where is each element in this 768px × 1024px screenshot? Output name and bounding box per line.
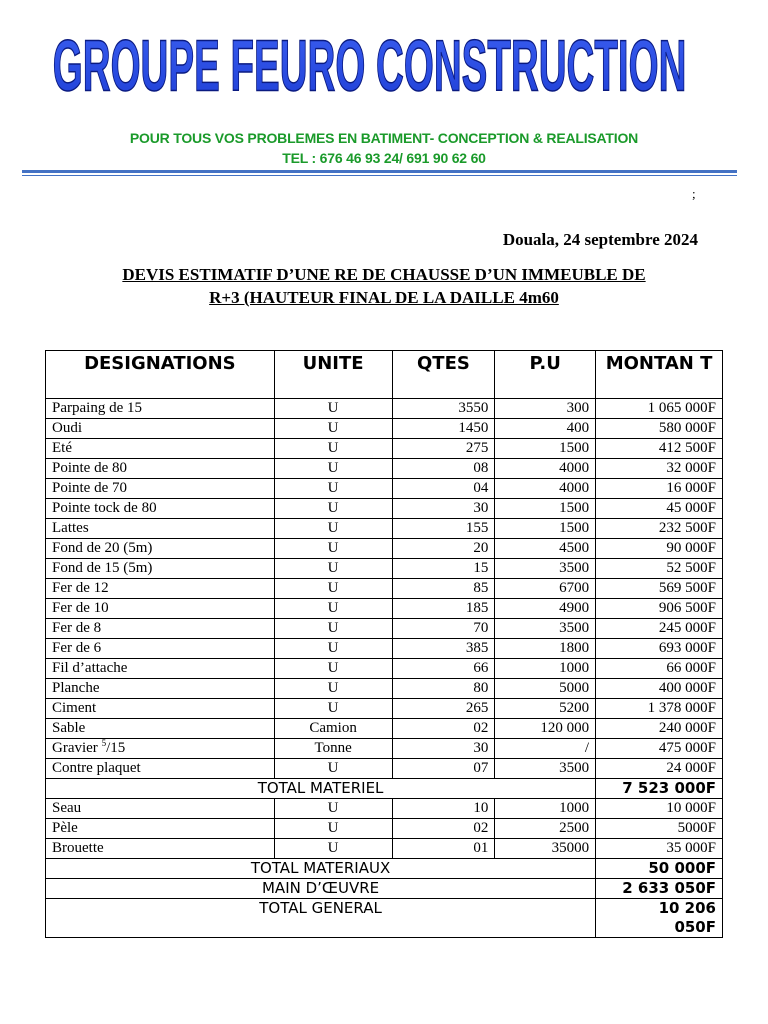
total-materiaux-row bbox=[46, 859, 723, 879]
table-row bbox=[46, 439, 723, 459]
designation-cell: Planche bbox=[46, 679, 275, 699]
unit-cell: U bbox=[274, 659, 392, 679]
unit-cell: U bbox=[274, 439, 392, 459]
phone-line: TEL : 676 46 93 24/ 691 90 62 60 bbox=[282, 150, 486, 166]
pu-cell: 400 bbox=[495, 419, 596, 439]
pu-cell: 3500 bbox=[495, 619, 596, 639]
header-divider-thin bbox=[22, 175, 737, 176]
table-row bbox=[46, 399, 723, 419]
designation-cell: Fond de 15 (5m) bbox=[46, 559, 275, 579]
designation-cell: Eté bbox=[46, 439, 275, 459]
pu-cell: 1500 bbox=[495, 499, 596, 519]
designation-cell: Contre plaquet bbox=[46, 759, 275, 779]
designation-cell: Pointe de 70 bbox=[46, 479, 275, 499]
unit-cell: U bbox=[274, 759, 392, 779]
designation-cell: Fond de 20 (5m) bbox=[46, 539, 275, 559]
montant-cell: 1 065 000F bbox=[596, 399, 723, 419]
pu-cell: 3500 bbox=[495, 559, 596, 579]
unit-cell: U bbox=[274, 579, 392, 599]
montant-cell: 232 500F bbox=[596, 519, 723, 539]
montant-cell: 412 500F bbox=[596, 439, 723, 459]
title-line-2: R+3 (HAUTEUR FINAL DE LA DAILLE 4m60 bbox=[209, 288, 559, 307]
table-row bbox=[46, 799, 723, 819]
designation-cell: Fer de 10 bbox=[46, 599, 275, 619]
table-row bbox=[46, 679, 723, 699]
pu-cell: 6700 bbox=[495, 579, 596, 599]
montant-cell: 245 000F bbox=[596, 619, 723, 639]
table-row bbox=[46, 699, 723, 719]
table-row bbox=[46, 819, 723, 839]
qty-cell: 02 bbox=[392, 819, 495, 839]
montant-cell: 52 500F bbox=[596, 559, 723, 579]
designation-cell: Fer de 8 bbox=[46, 619, 275, 639]
header-qtes: QTES bbox=[392, 351, 495, 399]
title-line-1: DEVIS ESTIMATIF D’UNE RE DE CHAUSSE D’UN IMMEUBLE DE bbox=[122, 265, 646, 284]
pu-cell: 1800 bbox=[495, 639, 596, 659]
pu-cell: 35000 bbox=[495, 839, 596, 859]
montant-cell: 10 000F bbox=[596, 799, 723, 819]
montant-cell: 24 000F bbox=[596, 759, 723, 779]
table-row bbox=[46, 619, 723, 639]
designation-cell: Fil d’attache bbox=[46, 659, 275, 679]
stray-mark: ; bbox=[692, 186, 696, 201]
table-header-row bbox=[46, 351, 723, 399]
document-date: Douala, 24 septembre 2024 bbox=[502, 230, 698, 249]
designation-cell: Lattes bbox=[46, 519, 275, 539]
qty-cell: 01 bbox=[392, 839, 495, 859]
unit-cell: Tonne bbox=[274, 739, 392, 759]
qty-cell: 20 bbox=[392, 539, 495, 559]
designation-cell: Pèle bbox=[46, 819, 275, 839]
unit-cell: U bbox=[274, 699, 392, 719]
unit-cell: U bbox=[274, 639, 392, 659]
qty-cell: 10 bbox=[392, 799, 495, 819]
tagline: POUR TOUS VOS PROBLEMES EN BATIMENT- CONCEPTION & REALISATION bbox=[129, 130, 639, 146]
unit-cell: U bbox=[274, 459, 392, 479]
total-materiaux-value: 50 000F bbox=[596, 859, 723, 879]
montant-cell: 66 000F bbox=[596, 659, 723, 679]
qty-cell: 80 bbox=[392, 679, 495, 699]
company-logo bbox=[0, 18, 768, 118]
table-row bbox=[46, 659, 723, 679]
pu-cell: 1000 bbox=[495, 799, 596, 819]
qty-cell: 275 bbox=[392, 439, 495, 459]
qty-cell: 30 bbox=[392, 499, 495, 519]
designation-cell: Fer de 6 bbox=[46, 639, 275, 659]
qty-cell: 70 bbox=[392, 619, 495, 639]
header-pu: P.U bbox=[495, 351, 596, 399]
qty-cell: 3550 bbox=[392, 399, 495, 419]
pu-cell: 300 bbox=[495, 399, 596, 419]
materiel-rows bbox=[46, 399, 723, 739]
montant-cell: 400 000F bbox=[596, 679, 723, 699]
table-row bbox=[46, 479, 723, 499]
qty-cell: 85 bbox=[392, 579, 495, 599]
pu-cell: 4900 bbox=[495, 599, 596, 619]
table-row bbox=[46, 499, 723, 519]
pu-cell: 3500 bbox=[495, 759, 596, 779]
table-row bbox=[46, 599, 723, 619]
montant-cell: 580 000F bbox=[596, 419, 723, 439]
outil-rows bbox=[46, 799, 723, 859]
designation-cell: Oudi bbox=[46, 419, 275, 439]
table-row bbox=[46, 519, 723, 539]
document-title bbox=[40, 263, 728, 309]
unit-cell: U bbox=[274, 819, 392, 839]
montant-cell: 35 000F bbox=[596, 839, 723, 859]
unit-cell: Camion bbox=[274, 719, 392, 739]
main-oeuvre-label: MAIN D’ŒUVRE bbox=[46, 879, 596, 899]
designation-cell: Parpaing de 15 bbox=[46, 399, 275, 419]
pu-cell: 2500 bbox=[495, 819, 596, 839]
qty-cell: 185 bbox=[392, 599, 495, 619]
header-designations: DESIGNATIONS bbox=[46, 351, 275, 399]
designation-cell: Seau bbox=[46, 799, 275, 819]
montant-cell: 45 000F bbox=[596, 499, 723, 519]
main-oeuvre-value: 2 633 050F bbox=[596, 879, 723, 899]
montant-cell: 240 000F bbox=[596, 719, 723, 739]
table-row bbox=[46, 639, 723, 659]
unit-cell: U bbox=[274, 539, 392, 559]
unit-cell: U bbox=[274, 419, 392, 439]
header-montant: MONTAN T bbox=[596, 351, 723, 399]
montant-cell: 1 378 000F bbox=[596, 699, 723, 719]
total-general-value: 10 206 050F bbox=[596, 899, 723, 938]
qty-cell: 07 bbox=[392, 759, 495, 779]
qty-cell: 04 bbox=[392, 479, 495, 499]
table-row bbox=[46, 559, 723, 579]
table-row bbox=[46, 739, 723, 759]
designation-cell: Brouette bbox=[46, 839, 275, 859]
table-row bbox=[46, 459, 723, 479]
total-general-row bbox=[46, 899, 723, 938]
designation-cell: Sable bbox=[46, 719, 275, 739]
unit-cell: U bbox=[274, 499, 392, 519]
company-name: GROUPE FEURO CONSTRUCTION bbox=[52, 24, 687, 107]
total-general-label: TOTAL GENERAL bbox=[46, 899, 596, 938]
pu-cell: 5000 bbox=[495, 679, 596, 699]
table-row bbox=[46, 759, 723, 779]
table-row bbox=[46, 839, 723, 859]
main-oeuvre-row bbox=[46, 879, 723, 899]
designation-cell: Gravier $^5$/15 bbox=[46, 739, 275, 759]
unit-cell: U bbox=[274, 679, 392, 699]
designation-cell: Ciment bbox=[46, 699, 275, 719]
pu-cell: 5200 bbox=[495, 699, 596, 719]
montant-cell: 906 500F bbox=[596, 599, 723, 619]
qty-cell: 02 bbox=[392, 719, 495, 739]
pu-cell: 4500 bbox=[495, 539, 596, 559]
montant-cell: 16 000F bbox=[596, 479, 723, 499]
pu-cell: / bbox=[495, 739, 596, 759]
qty-cell: 155 bbox=[392, 519, 495, 539]
pu-cell: 4000 bbox=[495, 479, 596, 499]
unit-cell: U bbox=[274, 799, 392, 819]
table-row bbox=[46, 419, 723, 439]
unit-cell: U bbox=[274, 399, 392, 419]
qty-cell: 385 bbox=[392, 639, 495, 659]
unit-cell: U bbox=[274, 599, 392, 619]
montant-cell: 32 000F bbox=[596, 459, 723, 479]
designation-cell: Fer de 12 bbox=[46, 579, 275, 599]
total-materiel-row bbox=[46, 779, 723, 799]
table-row bbox=[46, 579, 723, 599]
qty-cell: 1450 bbox=[392, 419, 495, 439]
designation-cell: Pointe de 80 bbox=[46, 459, 275, 479]
pu-cell: 1500 bbox=[495, 519, 596, 539]
qty-cell: 66 bbox=[392, 659, 495, 679]
total-materiaux-label: TOTAL MATERIAUX bbox=[46, 859, 596, 879]
quote-table bbox=[45, 350, 723, 938]
table-row bbox=[46, 719, 723, 739]
montant-cell: 569 500F bbox=[596, 579, 723, 599]
montant-cell: 90 000F bbox=[596, 539, 723, 559]
unit-cell: U bbox=[274, 519, 392, 539]
total-materiel-label: TOTAL MATERIEL bbox=[46, 779, 596, 799]
qty-cell: 30 bbox=[392, 739, 495, 759]
designation-cell: Pointe tock de 80 bbox=[46, 499, 275, 519]
montant-cell: 693 000F bbox=[596, 639, 723, 659]
qty-cell: 08 bbox=[392, 459, 495, 479]
pu-cell: 120 000 bbox=[495, 719, 596, 739]
header-divider bbox=[22, 170, 737, 173]
table-row bbox=[46, 539, 723, 559]
unit-cell: U bbox=[274, 559, 392, 579]
qty-cell: 15 bbox=[392, 559, 495, 579]
unit-cell: U bbox=[274, 839, 392, 859]
unit-cell: U bbox=[274, 479, 392, 499]
pu-cell: 4000 bbox=[495, 459, 596, 479]
pu-cell: 1500 bbox=[495, 439, 596, 459]
total-materiel-value: 7 523 000F bbox=[596, 779, 723, 799]
montant-cell: 475 000F bbox=[596, 739, 723, 759]
unit-cell: U bbox=[274, 619, 392, 639]
header-unite: UNITE bbox=[274, 351, 392, 399]
montant-cell: 5000F bbox=[596, 819, 723, 839]
pu-cell: 1000 bbox=[495, 659, 596, 679]
qty-cell: 265 bbox=[392, 699, 495, 719]
